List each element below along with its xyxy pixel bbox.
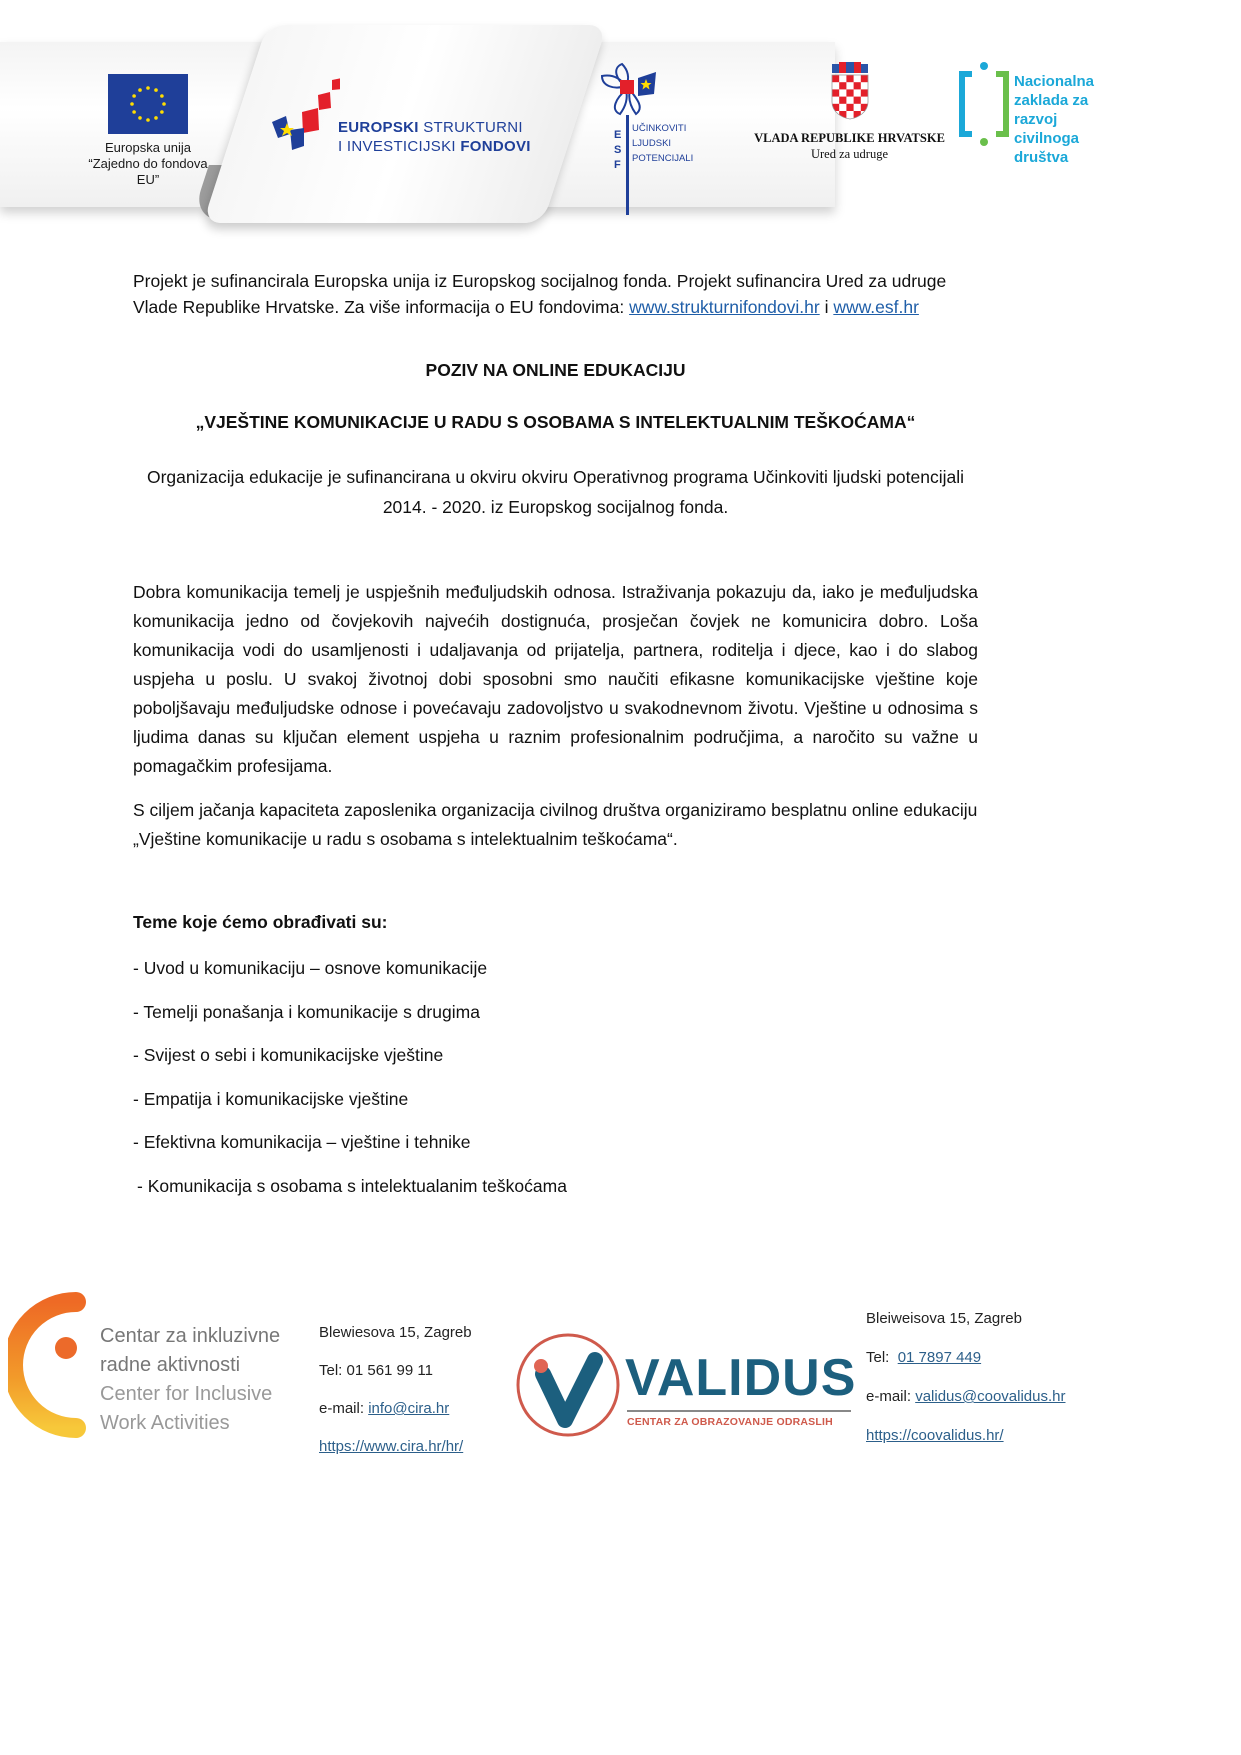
topic-item: - Temelji ponašanja i komunikacije s drugima bbox=[133, 1001, 480, 1022]
topic-item: - Komunikacija s osobama s intelektualanim teškoćama bbox=[137, 1175, 567, 1196]
pinwheel-icon bbox=[598, 60, 668, 120]
cira-name-line1: Centar za inkluzivne bbox=[100, 1325, 281, 1347]
topic-item: - Svijest o sebi i komunikacijske vještine bbox=[133, 1045, 444, 1066]
esif-line2-rest: I INVESTICIJSKI bbox=[338, 138, 461, 155]
foundation-logo bbox=[958, 62, 1118, 172]
eu-logo bbox=[78, 74, 218, 188]
esif-line1-rest: STRUKTURNI bbox=[418, 119, 523, 136]
program-notice: Organizacija edukacije je sufinancirana u okviru okviru Operativnog programa Učinkoviti ljudski potencijali 2014. - 2020. iz Europskog socijalnog fonda. bbox=[146, 467, 965, 517]
validus-phone-link[interactable]: 01 7897 449 bbox=[897, 1349, 982, 1366]
cira-name-line3: Center for Inclusive bbox=[100, 1383, 273, 1405]
foundation-line-4: civilnoga bbox=[1014, 130, 1080, 147]
esf-divider bbox=[626, 115, 629, 215]
esf-letter-f: F bbox=[614, 159, 621, 171]
cira-c-icon bbox=[8, 1290, 98, 1440]
croatian-coat-of-arms-icon bbox=[828, 62, 872, 120]
esf-word-1: UČINKOVITI bbox=[632, 123, 687, 134]
foundation-line-3: razvoj bbox=[1014, 111, 1058, 128]
eu-flag-icon bbox=[108, 74, 188, 134]
cira-phone: Tel: 01 561 99 11 bbox=[319, 1362, 433, 1379]
validus-contact bbox=[866, 1310, 1066, 1466]
funding-notice-conjunction: i bbox=[819, 297, 834, 317]
foundation-line-1: Nacionalna bbox=[1014, 73, 1095, 90]
validus-logo bbox=[513, 1330, 858, 1450]
esf-logo bbox=[598, 60, 708, 180]
esif-line1-bold: EUROPSKI bbox=[338, 119, 419, 136]
cira-name-line4: Work Activities bbox=[100, 1412, 230, 1434]
government-subtitle: Ured za udruge bbox=[810, 147, 889, 161]
esf-link[interactable]: www.esf.hr bbox=[833, 297, 919, 317]
topic-item: - Empatija i komunikacijske vještine bbox=[133, 1088, 409, 1109]
topic-item: - Uvod u komunikaciju – osnove komunikacije bbox=[133, 958, 488, 978]
validus-email-label: e-mail: bbox=[866, 1388, 916, 1405]
eu-caption-line1: Europska unija bbox=[105, 140, 191, 155]
cira-logo bbox=[8, 1290, 308, 1450]
strukturnifondovi-link[interactable]: www.strukturnifondovi.hr bbox=[629, 297, 820, 317]
validus-address: Bleiweisova 15, Zagreb bbox=[866, 1310, 1022, 1327]
topic-item: - Efektivna komunikacija – vještine i tehnike bbox=[133, 1132, 471, 1153]
invitation-heading: POZIV NA ONLINE EDUKACIJU bbox=[425, 360, 686, 380]
funding-notice-text: Projekt je sufinancirala Europska unija iz Europskog socijalnog fonda. Projekt sufinancira Ured za udruge Vlade Republike Hrvatske. Za više informacija o EU fondovima: bbox=[133, 271, 947, 317]
cira-contact bbox=[319, 1324, 472, 1476]
description-paragraph: Dobra komunikacija temelj je uspješnih međuljudskih odnosa. Istraživanja pokazuju da, iako je međuljudska komunikacija jedno od čovjekovih najvećih dostignuća, prosječan čovjek ne komunicira dobro. Loša komunikacija vodi do usamljenosti i udaljavanja od prijatelja, partnera, roditelja i djece, kao i do slabog uspjeha u poslu. U svakoj životnoj dobi sposobni smo naučiti efikasne komunikacijske vještine koje poboljšavaju međuljudske odnose i povećavaju zadovoljstvo u svakodnevnom životu. Vještine u odnosima s ljudima danas su ključan element uspjeha u raznim profesionalnim područjima, a naročito su važne u pomagačkim profesijama. bbox=[133, 582, 978, 776]
foundation-line-5: društva bbox=[1014, 149, 1069, 166]
esf-word-3: POTENCIJALI bbox=[632, 153, 694, 164]
government-title: VLADA REPUBLIKE HRVATSKE bbox=[754, 131, 945, 145]
esf-letter-s: S bbox=[614, 144, 622, 156]
validus-email-link[interactable]: validus@coovalidus.hr bbox=[915, 1388, 1066, 1405]
validus-divider bbox=[627, 1410, 851, 1412]
course-title: „VJEŠTINE KOMUNIKACIJE U RADU S OSOBAMA S INTELEKTUALNIM TEŠKOĆAMA“ bbox=[195, 412, 916, 432]
logo-banner bbox=[0, 0, 1241, 240]
validus-tagline: CENTAR ZA OBRAZOVANJE ODRASLIH bbox=[627, 1416, 833, 1428]
purpose-paragraph: S ciljem jačanja kapaciteta zaposlenika organizacija civilnog društva organiziramo besplatnu online edukaciju „Vještine komunikacije u radu s osobama s intelektualnim teškoćama“. bbox=[133, 800, 978, 849]
foundation-line-2: zaklada za bbox=[1014, 92, 1089, 109]
bracket-logo-icon bbox=[958, 62, 1010, 172]
esf-word-2: LJUDSKI bbox=[632, 138, 672, 149]
esif-squares-icon bbox=[270, 78, 340, 168]
esif-logo bbox=[270, 78, 550, 168]
esif-line2-bold: FONDOVI bbox=[460, 138, 531, 155]
cira-website-link[interactable]: https://www.cira.hr/hr/ bbox=[319, 1438, 464, 1455]
government-logo bbox=[752, 62, 947, 162]
esf-letter-e: E bbox=[614, 129, 622, 141]
validus-phone-label: Tel: bbox=[866, 1349, 898, 1366]
validus-wordmark: VALIDUS bbox=[625, 1349, 857, 1407]
cira-name-line2: radne aktivnosti bbox=[100, 1354, 241, 1376]
validus-website-link[interactable]: https://coovalidus.hr/ bbox=[866, 1427, 1004, 1444]
cira-address: Blewiesova 15, Zagreb bbox=[319, 1324, 472, 1341]
cira-email-link[interactable]: info@cira.hr bbox=[368, 1400, 450, 1417]
topics-list bbox=[133, 956, 567, 1218]
funding-notice bbox=[133, 268, 978, 320]
cira-email-label: e-mail: bbox=[319, 1400, 369, 1417]
topics-heading: Teme koje ćemo obrađivati su: bbox=[133, 912, 388, 932]
eu-caption-line2: “Zajedno do fondova EU” bbox=[88, 156, 208, 187]
validus-v-icon bbox=[513, 1330, 623, 1440]
